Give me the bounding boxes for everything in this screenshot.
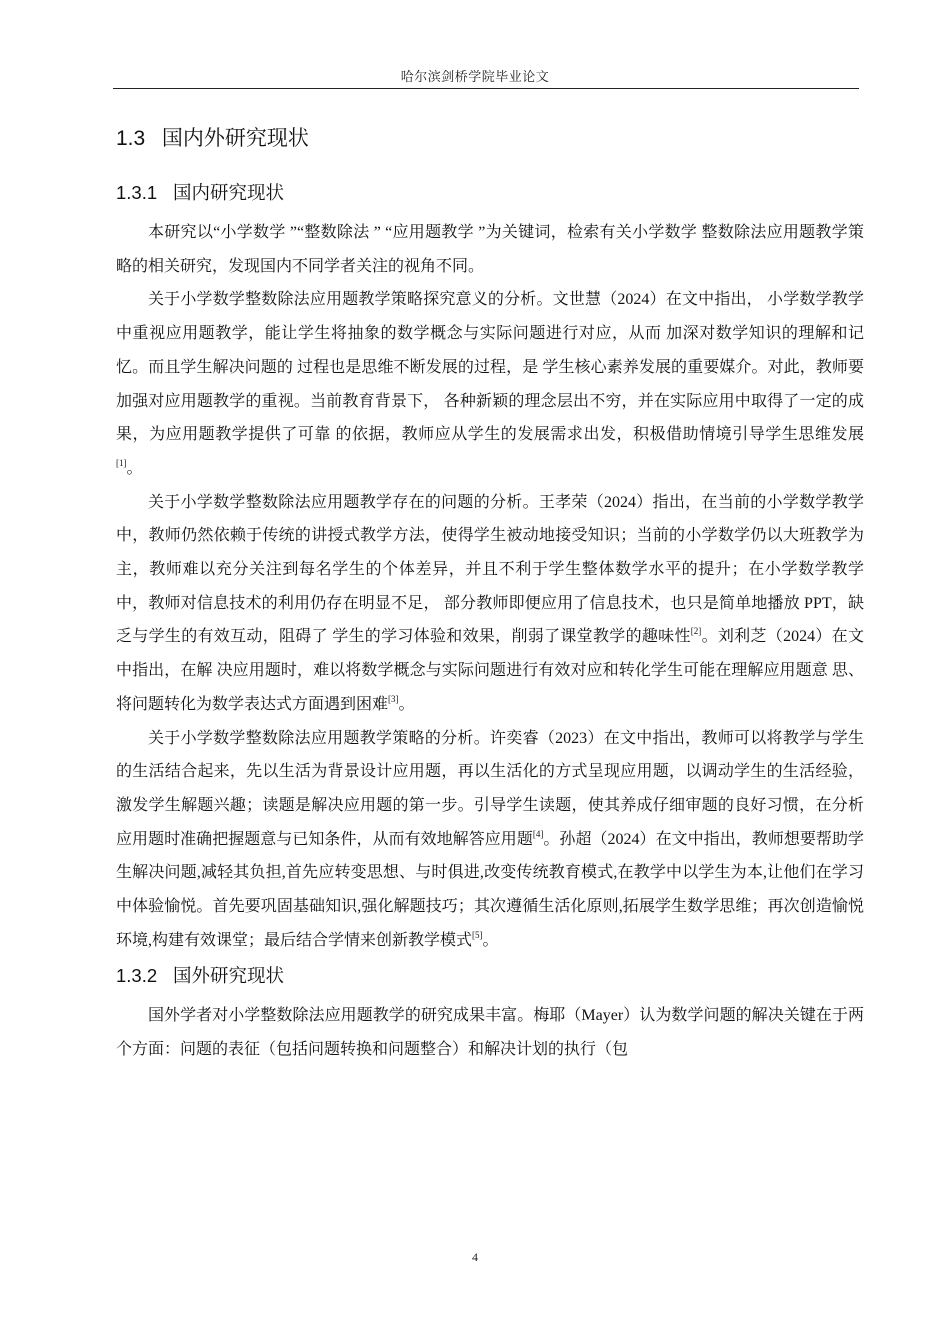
subsection-title: 国内研究现状 [173, 183, 285, 204]
citation-ref: [3] [388, 693, 399, 704]
paragraph-text: 关于小学数学整数除法应用题教学策略的分析。许奕睿（2023）在文中指出，教师可以将教学与学生的生活结合起来，先以生活为背景设计应用题，再以生活化的方式呈现应用题，以调动学生的生活经验，激发学生解题兴趣；读题是解决应用题的第一步。引导学生读题，使其养成仔细审题的良好习惯，在分析应用题时准确把握题意与已知条件，从而有效地解答应用题 [116, 729, 864, 848]
paragraph-text: 。孙超（2024）在文中指出，教师想要帮助学生解决问题,减轻其负担,首先应转变思想、与时俱进,改变传统教育模式,在教学中以学生为本,让他们在学习中体验愉悦。首先要巩固基础知识,强化解题技巧；其次遵循生活化原则,拓展学生数学思维；再次创造愉悦环境,构建有效课堂；最后结合学情来创新教学模式 [116, 830, 864, 949]
page-body [116, 118, 864, 1067]
paragraph-intro [116, 216, 864, 283]
paragraph-significance [116, 283, 864, 485]
paragraph-end: 。 [398, 695, 415, 713]
paragraph-text: 关于小学数学整数除法应用题教学存在的问题的分析。王孝荣（2024）指出，在当前的小学数学教学中，教师仍然依赖于传统的讲授式教学方法，使得学生被动地接受知识；当前的小学数学仍以大班教学为主，教师难以充分关注到每名学生的个体差异，并且不利于学生整体数学水平的提升；在小学数学教学中，教师对信息技术的利用仍存在明显不足， 部分教师即便应用了信息技术，也只是简单地播放 PPT，缺乏与学生的有效互动，阻碍了 学生的学习体验和效果，削弱了课堂教学的趣味性 [116, 493, 864, 646]
paragraph-text: 。刘利芝（2024）在文中指出，在解 决应用题时，难以将数学概念与实际问题进行有效对应和转化学生可能在理解应用题意 思、将问题转化为数学表达式方面遇到困难 [116, 628, 864, 713]
paragraph-problems [116, 486, 864, 722]
subsection-number: 1.3.1 [116, 182, 158, 203]
paragraph-text: 关于小学数学整数除法应用题教学策略探究意义的分析。文世慧（2024）在文中指出， 小学数学教学中重视应用题教学，能让学生将抽象的数学概念与实际问题进行对应，从而 加深对数学知识的理解和记忆。而且学生解决问题的 过程也是思维不断发展的过程，是 学生核心素养发展的重要媒介。对此，教师要加强对应用题教学的重视。当前教育背景下， 各种新颖的理念层出不穷，并在实际应用中取得了一定的成果，为应用题教学提供了可靠 的依据，教师应从学生的发展需求出发，积极借助情境引导学生思维发展 [116, 291, 864, 444]
page-number: 4 [472, 1250, 478, 1264]
subsection-number: 1.3.2 [116, 965, 158, 987]
subsection-heading-domestic [116, 176, 864, 210]
citation-ref: [5] [472, 929, 483, 940]
paragraph-end: 。 [482, 931, 499, 949]
section-title: 国内外研究现状 [161, 126, 309, 150]
citation-ref: [4] [532, 828, 544, 839]
section-number: 1.3 [116, 127, 146, 150]
paragraph-text: 本研究以“小学数学 ”“整数除法 ” “应用题教学 ”为关键词，检索有关小学数学 整数除法应用题教学策略的相关研究，发现国内不同学者关注的视角不同。 [116, 224, 864, 275]
paragraph-text: 国外学者对小学整数除法应用题教学的研究成果丰富。梅耶（Mayer）认为数学问题的解决关键在于两个方面：问题的表征（包括问题转换和问题整合）和解决计划的执行（包 [116, 1007, 864, 1059]
header-rule [113, 88, 859, 89]
paragraph-strategies [116, 722, 864, 958]
paragraph-foreign [116, 999, 864, 1066]
citation-ref: [2] [690, 626, 702, 637]
subsection-title: 国外研究现状 [173, 966, 285, 988]
paragraph-end: 。 [126, 459, 143, 477]
subsection-heading-foreign [116, 959, 864, 993]
section-heading [116, 118, 864, 158]
citation-ref: [1] [116, 457, 127, 468]
running-header: 哈尔滨剑桥学院毕业论文 [400, 69, 550, 84]
